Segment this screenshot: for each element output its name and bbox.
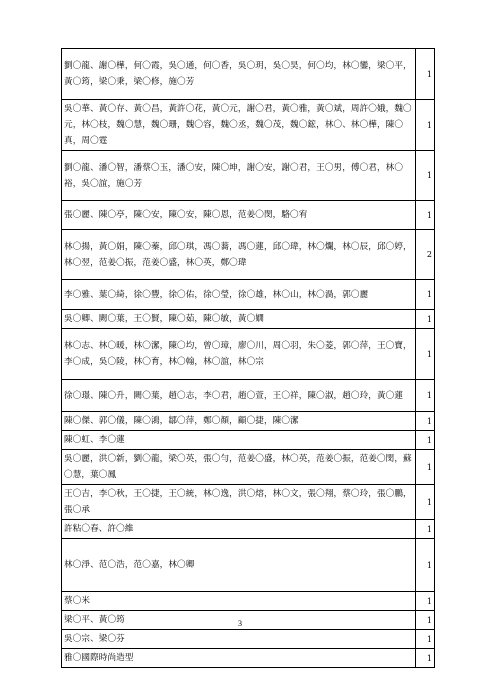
names-cell: 吳〇卿、闕〇葉，王〇賢，陳〇茹，陳〇敏，黃〇嫺 (62, 310, 416, 329)
count-cell: 1 (416, 280, 435, 310)
names-cell: 梁〇平、黃〇筠 (62, 611, 416, 630)
table-row (62, 592, 435, 611)
count-cell: 1 (416, 151, 435, 201)
names-cell: 蔡〇米 (62, 592, 416, 611)
names-cell: 徐〇璟、陳〇升，闕〇葉，趙〇志，李〇君，趙〇萱，王〇祥，陳〇淑，趙〇玲，黃〇蓮 (62, 380, 416, 412)
table-row (62, 380, 435, 412)
names-cell: 陳〇虹、李〇蓮 (62, 431, 416, 450)
names-cell: 吳〇華、黃〇存、黃〇昌，黃許〇花，黃〇元，謝〇君，黃〇雅，黃〇斌，周許〇娥，魏〇元，林〇枝，魏〇慧，魏〇珊，魏〇容，魏〇丞，魏〇茂，魏〇鋐，林〇、林〇樺，陳〇真，周〇霆 (62, 100, 416, 151)
table-row (62, 49, 435, 100)
table-row (62, 450, 435, 485)
table-row (62, 329, 435, 380)
table-row (62, 100, 435, 151)
names-cell: 王〇吉，李〇秋，王〇捷，王〇統，林〇逸，洪〇熔，林〇文，張〇翔，蔡〇玲，張〇鵬，張〇承 (62, 485, 416, 520)
table-row (62, 151, 435, 201)
names-cell: 林〇揚，黃〇娟，陳〇蓁，邱〇琪，馮〇蕎，馮〇蓮，邱〇瑋，林〇爛，林〇辰，邱〇婷，林〇翌，范姜〇振，范姜〇盛，林〇英，鄭〇瑋 (62, 230, 416, 280)
table-row (62, 310, 435, 329)
count-cell: 1 (416, 100, 435, 151)
table-row (62, 280, 435, 310)
count-cell: 1 (416, 431, 435, 450)
count-cell: 1 (416, 310, 435, 329)
count-cell: 1 (416, 450, 435, 485)
names-cell: 許粘〇春、許〇維 (62, 520, 416, 539)
page-number: 3 (238, 619, 242, 628)
names-cell: 吳〇麗，洪〇新，劉〇龍，梁〇英，張〇勻，范姜〇盛，林〇英，范姜〇振，范姜〇閔，蘇〇慧，葉〇鳳 (62, 450, 416, 485)
table-row (62, 520, 435, 539)
table-row (62, 649, 435, 668)
count-cell: 2 (416, 230, 435, 280)
table-row (62, 201, 435, 230)
table-row (62, 431, 435, 450)
table-row (62, 485, 435, 520)
names-cell: 劉〇龍、潘〇智，潘蔡〇玉，潘〇安，陳〇坤，謝〇安，謝〇君，王〇男，傅〇君，林〇裕，吳〇誼，施〇芳 (62, 151, 416, 201)
names-cell: 雅〇國際時尚造型 (62, 649, 416, 668)
count-cell: 1 (416, 329, 435, 380)
count-cell: 1 (416, 539, 435, 592)
count-cell: 1 (416, 630, 435, 649)
table-row (62, 630, 435, 649)
names-cell: 林〇志、林〇暖，林〇潔，陳〇均，曾〇璋，廖〇川，周〇羽，朱〇菱，郭〇萍，王〇寶，李〇成，吳〇陵，林〇育，林〇翰，林〇誼，林〇宗 (62, 329, 416, 380)
table-row (62, 412, 435, 431)
count-cell: 1 (416, 485, 435, 520)
names-cell: 吳〇宗、梁〇芬 (62, 630, 416, 649)
count-cell: 1 (416, 592, 435, 611)
count-cell: 1 (416, 412, 435, 431)
names-table-body (62, 49, 435, 668)
names-cell: 林〇淨、范〇浩，范〇嘉，林〇卿 (62, 539, 416, 592)
count-cell: 1 (416, 611, 435, 630)
count-cell: 1 (416, 520, 435, 539)
names-cell: 陳〇傑、郭〇儀，陳〇鴻，鄒〇萍，鄭〇顏，顧〇捷，陳〇潔 (62, 412, 416, 431)
names-cell: 李〇雅、葉〇綺，徐〇豐，徐〇佑，徐〇瑩，徐〇雄，林〇山，林〇渦，郭〇麗 (62, 280, 416, 310)
count-cell: 1 (416, 201, 435, 230)
table-row (62, 230, 435, 280)
count-cell: 1 (416, 649, 435, 668)
count-cell: 1 (416, 49, 435, 100)
names-cell: 張〇麗、陳〇亭，陳〇安，陳〇安，陳〇恩，范姜〇閔，駱〇宥 (62, 201, 416, 230)
names-cell: 劉〇龍、謝〇樺，何〇霞，吳〇通，何〇香，吳〇玥，吳〇昊，何〇均，林〇鑾，梁〇平，黃〇筠，梁〇秉，梁〇修，施〇芳 (62, 49, 416, 100)
names-table (61, 48, 435, 668)
table-row (62, 539, 435, 592)
count-cell: 1 (416, 380, 435, 412)
